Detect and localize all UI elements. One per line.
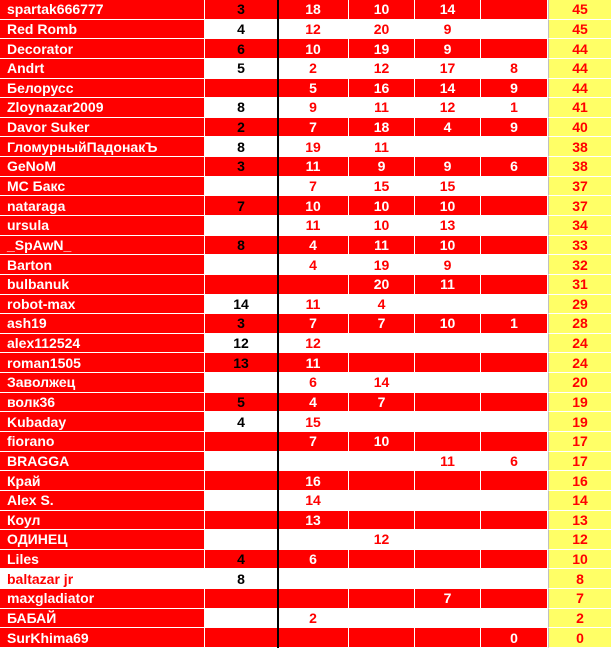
player-name-cell: robot-max xyxy=(0,295,205,315)
score-cell-b: 11 xyxy=(278,216,349,236)
score-cell-a: 8 xyxy=(205,98,278,118)
score-cell-e xyxy=(481,393,548,413)
score-cell-a xyxy=(205,628,278,648)
score-cell-e xyxy=(481,373,548,393)
score-cell-d: 4 xyxy=(415,118,481,138)
table-row xyxy=(0,393,612,413)
score-cell-c: 10 xyxy=(349,0,415,20)
score-cell-c: 10 xyxy=(349,196,415,216)
score-cell-b: 10 xyxy=(278,39,349,59)
table-row xyxy=(0,216,612,236)
score-cell-a: 5 xyxy=(205,59,278,79)
score-cell-b: 19 xyxy=(278,137,349,157)
total-cell: 19 xyxy=(548,393,612,413)
player-name-cell: ГломурныйПадонакЪ xyxy=(0,137,205,157)
table-row xyxy=(0,118,612,138)
score-cell-c: 12 xyxy=(349,59,415,79)
score-cell-e xyxy=(481,589,548,609)
score-cell-e: 9 xyxy=(481,118,548,138)
score-cell-d xyxy=(415,432,481,452)
total-cell: 13 xyxy=(548,511,612,531)
score-cell-e xyxy=(481,236,548,256)
score-cell-b: 7 xyxy=(278,314,349,334)
total-cell: 32 xyxy=(548,255,612,275)
player-name-cell: BRAGGA xyxy=(0,452,205,472)
player-name-cell: roman1505 xyxy=(0,353,205,373)
score-cell-e: 9 xyxy=(481,79,548,99)
total-cell: 28 xyxy=(548,314,612,334)
total-cell: 8 xyxy=(548,569,612,589)
score-cell-a: 14 xyxy=(205,295,278,315)
player-name-cell: Белорусс xyxy=(0,79,205,99)
score-cell-e xyxy=(481,196,548,216)
table-row xyxy=(0,569,612,589)
score-cell-b: 4 xyxy=(278,393,349,413)
player-name-cell: Liles xyxy=(0,550,205,570)
score-cell-d: 7 xyxy=(415,589,481,609)
player-name-cell: Край xyxy=(0,471,205,491)
score-cell-b: 5 xyxy=(278,79,349,99)
score-cell-d: 9 xyxy=(415,20,481,40)
score-cell-c: 11 xyxy=(349,137,415,157)
score-cell-e xyxy=(481,275,548,295)
score-cell-e xyxy=(481,39,548,59)
total-cell: 7 xyxy=(548,589,612,609)
score-cell-d xyxy=(415,295,481,315)
score-cell-e xyxy=(481,177,548,197)
player-name-cell: БАБАЙ xyxy=(0,609,205,629)
table-row xyxy=(0,432,612,452)
total-cell: 17 xyxy=(548,432,612,452)
player-name-cell: SurKhima69 xyxy=(0,628,205,648)
player-name-cell: maxgladiator xyxy=(0,589,205,609)
total-cell: 37 xyxy=(548,196,612,216)
score-cell-a: 3 xyxy=(205,157,278,177)
score-cell-c xyxy=(349,569,415,589)
score-cell-e: 1 xyxy=(481,314,548,334)
player-name-cell: bulbanuk xyxy=(0,275,205,295)
score-cell-b: 11 xyxy=(278,157,349,177)
score-cell-c xyxy=(349,491,415,511)
table-row xyxy=(0,353,612,373)
score-cell-c: 19 xyxy=(349,39,415,59)
player-name-cell: Заволжец xyxy=(0,373,205,393)
score-cell-b: 11 xyxy=(278,295,349,315)
score-cell-b: 12 xyxy=(278,20,349,40)
score-cell-e xyxy=(481,412,548,432)
score-cell-a: 13 xyxy=(205,353,278,373)
score-cell-c: 12 xyxy=(349,530,415,550)
table-row xyxy=(0,196,612,216)
score-cell-d xyxy=(415,550,481,570)
score-cell-b: 13 xyxy=(278,511,349,531)
total-cell: 40 xyxy=(548,118,612,138)
total-cell: 24 xyxy=(548,353,612,373)
table-row xyxy=(0,20,612,40)
score-cell-a: 4 xyxy=(205,412,278,432)
score-cell-b: 11 xyxy=(278,353,349,373)
player-name-cell: ursula xyxy=(0,216,205,236)
score-cell-b: 6 xyxy=(278,373,349,393)
score-cell-c: 7 xyxy=(349,314,415,334)
score-cell-d xyxy=(415,137,481,157)
table-row xyxy=(0,314,612,334)
total-cell: 29 xyxy=(548,295,612,315)
score-cell-b: 7 xyxy=(278,118,349,138)
total-cell: 44 xyxy=(548,39,612,59)
player-name-cell: Barton xyxy=(0,255,205,275)
score-cell-e xyxy=(481,0,548,20)
score-cell-b: 10 xyxy=(278,196,349,216)
score-cell-d: 9 xyxy=(415,39,481,59)
total-cell: 34 xyxy=(548,216,612,236)
score-cell-b: 7 xyxy=(278,177,349,197)
score-cell-a xyxy=(205,432,278,452)
score-cell-a: 8 xyxy=(205,569,278,589)
score-cell-b: 4 xyxy=(278,236,349,256)
table-row xyxy=(0,452,612,472)
player-name-cell: nataraga xyxy=(0,196,205,216)
table-row xyxy=(0,157,612,177)
total-cell: 37 xyxy=(548,177,612,197)
score-cell-a: 7 xyxy=(205,196,278,216)
score-cell-a xyxy=(205,79,278,99)
score-cell-c: 20 xyxy=(349,275,415,295)
score-cell-a: 6 xyxy=(205,39,278,59)
score-cell-a xyxy=(205,275,278,295)
score-cell-c: 20 xyxy=(349,20,415,40)
score-cell-d xyxy=(415,491,481,511)
total-cell: 31 xyxy=(548,275,612,295)
score-cell-b: 12 xyxy=(278,334,349,354)
total-cell: 19 xyxy=(548,412,612,432)
score-cell-c xyxy=(349,589,415,609)
score-cell-a: 3 xyxy=(205,0,278,20)
total-cell: 12 xyxy=(548,530,612,550)
score-cell-e xyxy=(481,295,548,315)
total-cell: 45 xyxy=(548,20,612,40)
score-cell-a xyxy=(205,491,278,511)
score-cell-b: 2 xyxy=(278,59,349,79)
score-cell-b: 2 xyxy=(278,609,349,629)
total-cell: 16 xyxy=(548,471,612,491)
table-row xyxy=(0,98,612,118)
score-cell-b xyxy=(278,530,349,550)
score-cell-e xyxy=(481,255,548,275)
score-cell-e: 6 xyxy=(481,452,548,472)
score-cell-e xyxy=(481,609,548,629)
score-cell-c xyxy=(349,511,415,531)
score-cell-d xyxy=(415,569,481,589)
total-cell: 41 xyxy=(548,98,612,118)
table-row xyxy=(0,79,612,99)
score-cell-a xyxy=(205,452,278,472)
score-cell-c xyxy=(349,353,415,373)
player-name-cell: _SpAwN_ xyxy=(0,236,205,256)
player-name-cell: ash19 xyxy=(0,314,205,334)
table-row xyxy=(0,550,612,570)
score-cell-c: 7 xyxy=(349,393,415,413)
table-row xyxy=(0,609,612,629)
player-name-cell: Коул xyxy=(0,511,205,531)
score-cell-b xyxy=(278,589,349,609)
score-cell-e xyxy=(481,511,548,531)
total-cell: 20 xyxy=(548,373,612,393)
score-cell-c: 14 xyxy=(349,373,415,393)
score-cell-a: 2 xyxy=(205,118,278,138)
score-cell-e xyxy=(481,550,548,570)
table-row xyxy=(0,530,612,550)
table-row xyxy=(0,471,612,491)
score-cell-d xyxy=(415,393,481,413)
score-cell-d: 13 xyxy=(415,216,481,236)
player-name-cell: волк36 xyxy=(0,393,205,413)
score-cell-e: 6 xyxy=(481,157,548,177)
score-cell-d: 17 xyxy=(415,59,481,79)
score-cell-c: 10 xyxy=(349,216,415,236)
score-cell-a xyxy=(205,530,278,550)
score-cell-d: 10 xyxy=(415,236,481,256)
player-name-cell: Zloynazar2009 xyxy=(0,98,205,118)
player-name-cell: Kubaday xyxy=(0,412,205,432)
score-cell-a: 4 xyxy=(205,550,278,570)
player-name-cell: MC Бакс xyxy=(0,177,205,197)
table-row xyxy=(0,334,612,354)
score-cell-d: 9 xyxy=(415,157,481,177)
score-cell-a: 3 xyxy=(205,314,278,334)
table-row xyxy=(0,59,612,79)
score-cell-d xyxy=(415,628,481,648)
table-row xyxy=(0,373,612,393)
total-cell: 33 xyxy=(548,236,612,256)
total-cell: 10 xyxy=(548,550,612,570)
score-cell-c xyxy=(349,550,415,570)
score-cell-d xyxy=(415,511,481,531)
player-name-cell: GeNoM xyxy=(0,157,205,177)
score-cell-d xyxy=(415,412,481,432)
score-cell-d xyxy=(415,373,481,393)
table-row xyxy=(0,39,612,59)
score-cell-e: 1 xyxy=(481,98,548,118)
score-cell-e xyxy=(481,216,548,236)
score-cell-b: 15 xyxy=(278,412,349,432)
player-name-cell: Decorator xyxy=(0,39,205,59)
table-row xyxy=(0,295,612,315)
score-cell-e xyxy=(481,471,548,491)
score-cell-d: 9 xyxy=(415,255,481,275)
player-name-cell: alex112524 xyxy=(0,334,205,354)
score-cell-b: 16 xyxy=(278,471,349,491)
total-cell: 24 xyxy=(548,334,612,354)
score-cell-c: 10 xyxy=(349,432,415,452)
table-row xyxy=(0,412,612,432)
score-cell-a xyxy=(205,589,278,609)
score-cell-e: 8 xyxy=(481,59,548,79)
score-cell-b: 4 xyxy=(278,255,349,275)
score-cell-d xyxy=(415,353,481,373)
score-cell-c xyxy=(349,412,415,432)
player-name-cell: Andrt xyxy=(0,59,205,79)
score-cell-b: 7 xyxy=(278,432,349,452)
score-cell-a: 12 xyxy=(205,334,278,354)
score-cell-b xyxy=(278,452,349,472)
player-name-cell: fiorano xyxy=(0,432,205,452)
player-name-cell: Alex S. xyxy=(0,491,205,511)
score-cell-c: 9 xyxy=(349,157,415,177)
score-cell-d: 11 xyxy=(415,452,481,472)
total-cell: 45 xyxy=(548,0,612,20)
score-cell-e xyxy=(481,334,548,354)
column-divider xyxy=(277,0,279,648)
score-cell-a: 5 xyxy=(205,393,278,413)
score-cell-a xyxy=(205,255,278,275)
total-cell: 44 xyxy=(548,59,612,79)
score-cell-d: 10 xyxy=(415,196,481,216)
total-cell: 38 xyxy=(548,157,612,177)
score-cell-b: 9 xyxy=(278,98,349,118)
score-cell-c: 16 xyxy=(349,79,415,99)
score-cell-e xyxy=(481,569,548,589)
player-name-cell: Davor Suker xyxy=(0,118,205,138)
score-cell-e xyxy=(481,20,548,40)
score-cell-e xyxy=(481,491,548,511)
score-cell-a xyxy=(205,216,278,236)
table-row xyxy=(0,491,612,511)
score-cell-c xyxy=(349,452,415,472)
total-cell: 2 xyxy=(548,609,612,629)
score-cell-d: 14 xyxy=(415,0,481,20)
total-cell: 14 xyxy=(548,491,612,511)
table-row xyxy=(0,177,612,197)
score-cell-a xyxy=(205,373,278,393)
score-cell-e xyxy=(481,353,548,373)
score-cell-c: 11 xyxy=(349,98,415,118)
table-row xyxy=(0,628,612,648)
score-cell-c xyxy=(349,628,415,648)
total-cell: 17 xyxy=(548,452,612,472)
score-cell-d: 10 xyxy=(415,314,481,334)
score-cell-c xyxy=(349,471,415,491)
table-row xyxy=(0,511,612,531)
table-row xyxy=(0,275,612,295)
score-cell-d xyxy=(415,471,481,491)
score-cell-c: 18 xyxy=(349,118,415,138)
score-cell-a xyxy=(205,177,278,197)
table-row xyxy=(0,236,612,256)
score-cell-e xyxy=(481,432,548,452)
player-name-cell: baltazar jr xyxy=(0,569,205,589)
score-cell-e xyxy=(481,530,548,550)
score-cell-d: 15 xyxy=(415,177,481,197)
total-cell: 38 xyxy=(548,137,612,157)
score-cell-d xyxy=(415,530,481,550)
total-cell: 0 xyxy=(548,628,612,648)
table-row xyxy=(0,0,612,20)
score-cell-b: 6 xyxy=(278,550,349,570)
table-row xyxy=(0,137,612,157)
score-cell-c: 19 xyxy=(349,255,415,275)
score-cell-b: 14 xyxy=(278,491,349,511)
score-cell-b xyxy=(278,275,349,295)
score-cell-e xyxy=(481,137,548,157)
score-cell-a xyxy=(205,609,278,629)
score-cell-d: 14 xyxy=(415,79,481,99)
score-cell-b xyxy=(278,569,349,589)
score-cell-c: 4 xyxy=(349,295,415,315)
score-cell-c xyxy=(349,609,415,629)
player-name-cell: Red Romb xyxy=(0,20,205,40)
score-cell-d xyxy=(415,334,481,354)
score-cell-a xyxy=(205,511,278,531)
score-cell-d: 11 xyxy=(415,275,481,295)
player-name-cell: ОДИНЕЦ xyxy=(0,530,205,550)
score-cell-a: 8 xyxy=(205,137,278,157)
score-cell-a: 4 xyxy=(205,20,278,40)
score-cell-a: 8 xyxy=(205,236,278,256)
table-row xyxy=(0,255,612,275)
score-cell-c xyxy=(349,334,415,354)
score-cell-b: 18 xyxy=(278,0,349,20)
player-name-cell: spartak666777 xyxy=(0,0,205,20)
score-cell-c: 15 xyxy=(349,177,415,197)
score-cell-d: 12 xyxy=(415,98,481,118)
score-cell-a xyxy=(205,471,278,491)
score-cell-e: 0 xyxy=(481,628,548,648)
score-cell-c: 11 xyxy=(349,236,415,256)
table-row xyxy=(0,589,612,609)
score-cell-d xyxy=(415,609,481,629)
score-cell-b xyxy=(278,628,349,648)
total-cell: 44 xyxy=(548,79,612,99)
